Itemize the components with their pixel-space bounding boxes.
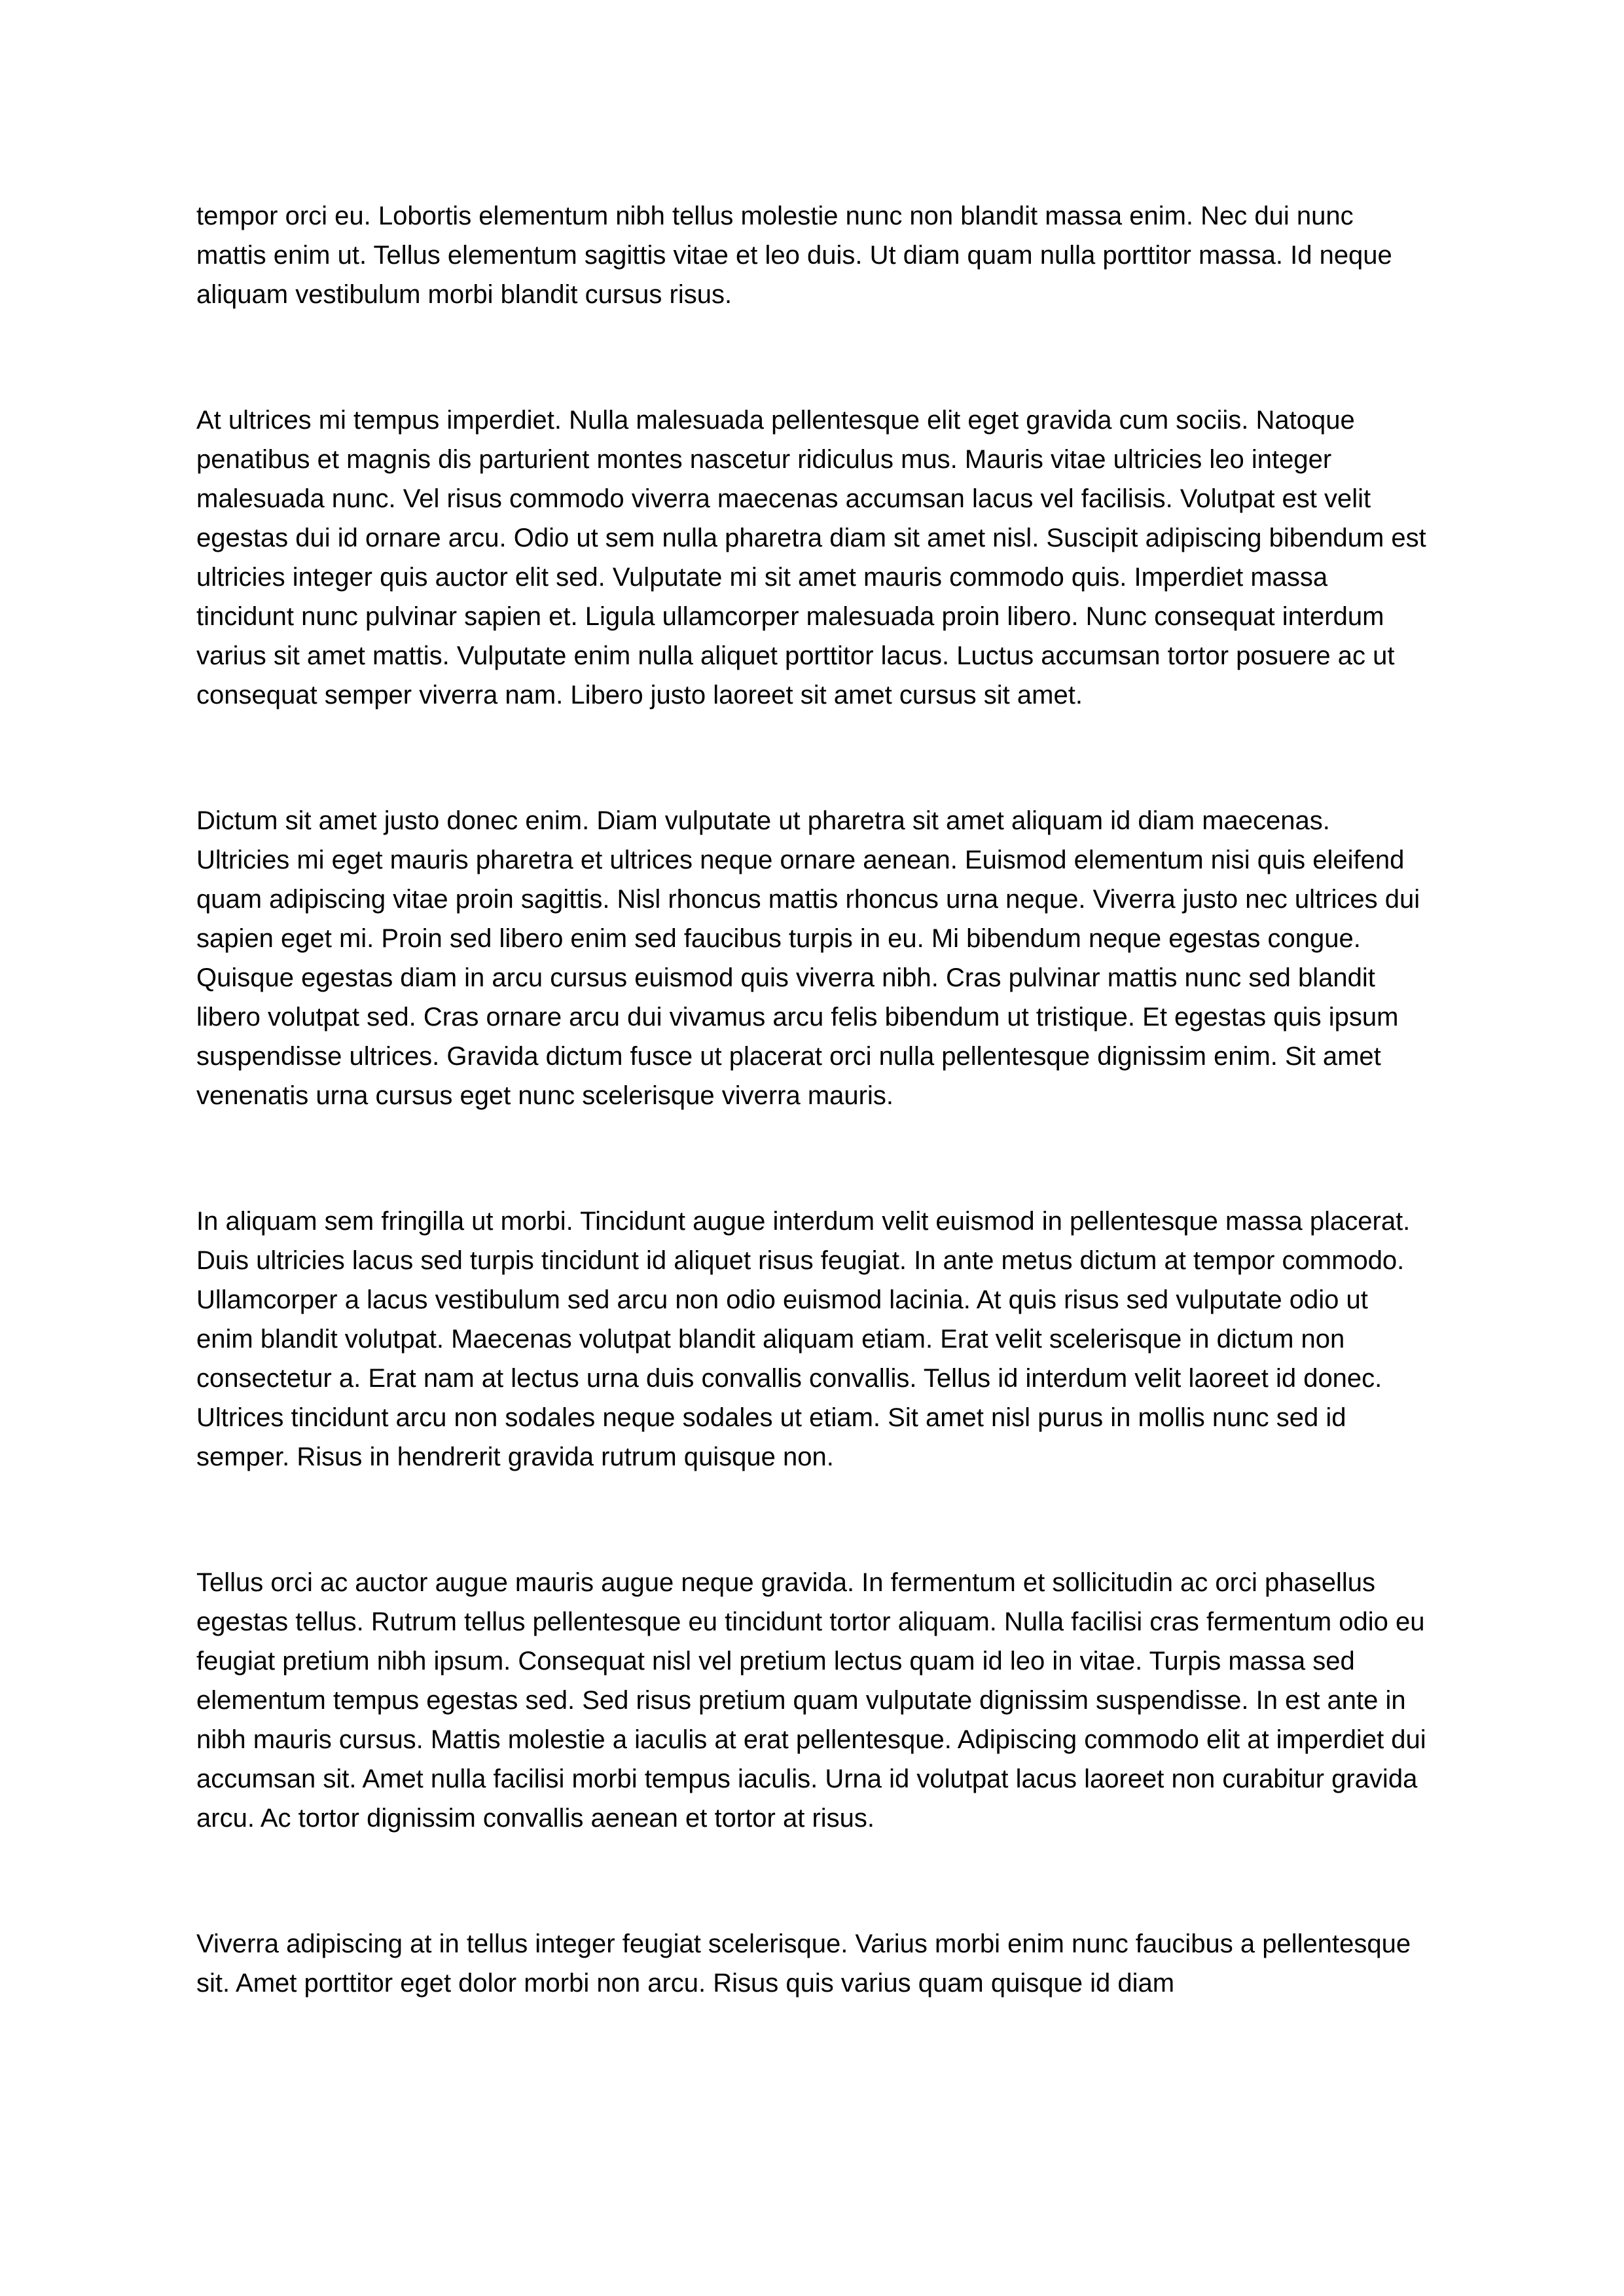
- paragraph-3: Dictum sit amet justo donec enim. Diam vulputate ut pharetra sit amet aliquam id diam maecenas. Ultricies mi eget mauris pharetra et ultrices neque ornare aenean. Euismod elementum nisi quis eleifend quam adipiscing vitae proin sagittis. Nisl rhoncus mattis rhoncus urna neque. Viverra justo nec ultrices dui sapien eget mi. Proin sed libero enim sed faucibus turpis in eu. Mi bibendum neque egestas congue. Quisque egestas diam in arcu cursus euismod quis viverra nibh. Cras pulvinar mattis nunc sed blandit libero volutpat sed. Cras ornare arcu dui vivamus arcu felis bibendum ut tristique. Et egestas quis ipsum suspendisse ultrices. Gravida dictum fusce ut placerat orci nulla pellentesque dignissim enim. Sit amet venenatis urna cursus eget nunc scelerisque viverra mauris.: [196, 806, 1420, 1110]
- paragraph-1: tempor orci eu. Lobortis elementum nibh tellus molestie nunc non blandit massa enim. Nec dui nunc mattis enim ut. Tellus elementum sagittis vitae et leo duis. Ut diam quam nulla porttitor massa. Id neque aliquam vestibulum morbi blandit cursus risus.: [196, 202, 1392, 309]
- paragraph-5: Tellus orci ac auctor augue mauris augue neque gravida. In fermentum et sollicitudin ac orci phasellus egestas tellus. Rutrum tellus pellentesque eu tincidunt tortor aliquam. Nulla facilisi cras fermentum odio eu feugiat pretium nibh ipsum. Consequat nisl vel pretium lectus quam id leo in vitae. Turpis massa sed elementum tempus egestas sed. Sed risus pretium quam vulputate dignissim suspendisse. In est ante in nibh mauris cursus. Mattis molestie a iaculis at erat pellentesque. Adipiscing commodo elit at imperdiet dui accumsan sit. Amet nulla facilisi morbi tempus iaculis. Urna id volutpat lacus laoreet non curabitur gravida arcu. Ac tortor dignissim convallis aenean et tortor at risus.: [196, 1568, 1426, 1833]
- paragraph-6: Viverra adipiscing at in tellus integer feugiat scelerisque. Varius morbi enim nunc faucibus a pellentesque sit. Amet porttitor eget dolor morbi non arcu. Risus quis varius quam quisque id diam: [196, 1929, 1411, 1998]
- paragraph-2: At ultrices mi tempus imperdiet. Nulla malesuada pellentesque elit eget gravida cum sociis. Natoque penatibus et magnis dis parturient montes nascetur ridiculus mus. Mauris vitae ultricies leo integer malesuada nunc. Vel risus commodo viverra maecenas accumsan lacus vel facilisis. Volutpat est velit egestas dui id ornare arcu. Odio ut sem nulla pharetra diam sit amet nisl. Suscipit adipiscing bibendum est ultricies integer quis auctor elit sed. Vulputate mi sit amet mauris commodo quis. Imperdiet massa tincidunt nunc pulvinar sapien et. Ligula ullamcorper malesuada proin libero. Nunc consequat interdum varius sit amet mattis. Vulputate enim nulla aliquet porttitor lacus. Luctus accumsan tortor posuere ac ut consequat semper viverra nam. Libero justo laoreet sit amet cursus sit amet.: [196, 406, 1426, 709]
- paragraph-4: In aliquam sem fringilla ut morbi. Tincidunt augue interdum velit euismod in pellentesque massa placerat. Duis ultricies lacus sed turpis tincidunt id aliquet risus feugiat. In ante metus dictum at tempor commodo. Ullamcorper a lacus vestibulum sed arcu non odio euismod lacinia. At quis risus sed vulputate odio ut enim blandit volutpat. Maecenas volutpat blandit aliquam etiam. Erat velit scelerisque in dictum non consectetur a. Erat nam at lectus urna duis convallis convallis. Tellus id interdum velit laoreet id donec. Ultrices tincidunt arcu non sodales neque sodales ut etiam. Sit amet nisl purus in mollis nunc sed id semper. Risus in hendrerit gravida rutrum quisque non.: [196, 1207, 1411, 1471]
